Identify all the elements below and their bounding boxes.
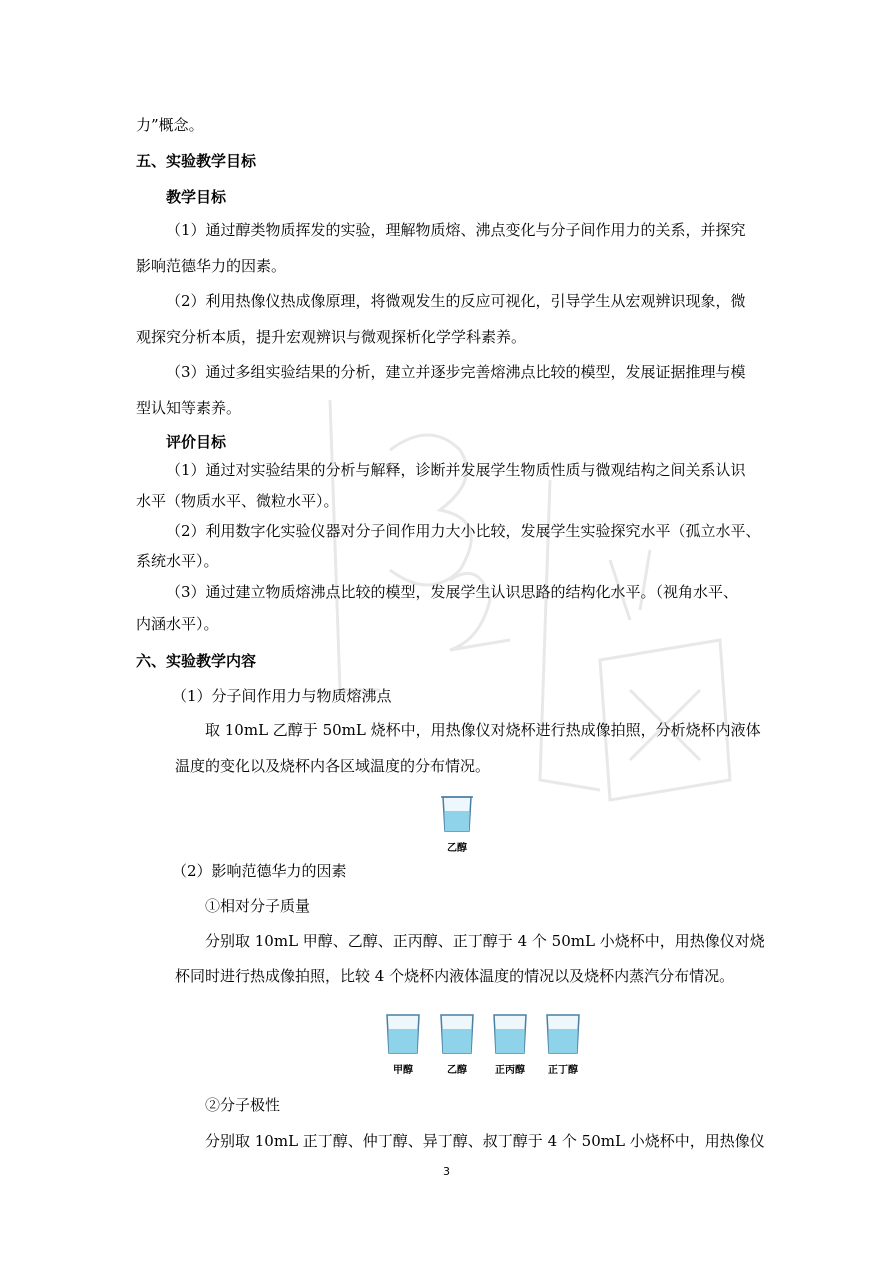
- text-line: ①相对分子质量: [205, 897, 311, 915]
- beaker-figure: [437, 793, 477, 854]
- beaker-label: 乙醇: [447, 843, 467, 854]
- beaker-icon: [437, 793, 477, 833]
- text-line: 温度的变化以及烧杯内各区域温度的分布情况。: [175, 757, 491, 775]
- text-line: 分别取 10mL 甲醇、乙醇、正丙醇、正丁醇于 4 个 50mL 小烧杯中，用热像仪对烧: [205, 932, 765, 950]
- section-heading: 六、实验教学内容: [136, 652, 257, 670]
- watermark: [300, 360, 770, 880]
- subheading: 教学目标: [166, 188, 227, 206]
- text-line: 影响范德华力的因素。: [136, 257, 287, 275]
- text-line: （2）利用热像仪热成像原理，将微观发生的反应可视化，引导学生从宏观辨识现象，微: [166, 292, 746, 310]
- text-line: （3）通过建立物质熔沸点比较的模型，发展学生认识思路的结构化水平。（视角水平、: [166, 583, 739, 601]
- beaker-icon: [436, 1011, 478, 1055]
- beaker-figure: [542, 1011, 584, 1076]
- text-line: 观探究分析本质，提升宏观辨识与微观探析化学学科素养。: [136, 328, 527, 346]
- text-line: （1）分子间作用力与物质熔沸点: [172, 687, 392, 705]
- text-line: 水平（物质水平、微粒水平）。: [136, 492, 339, 510]
- text-line: 分别取 10mL 正丁醇、仲丁醇、异丁醇、叔丁醇于 4 个 50mL 小烧杯中，用热像仪: [205, 1132, 765, 1150]
- text-line: （2）利用数字化实验仪器对分子间作用力大小比较，发展学生实验探究水平（孤立水平、: [166, 522, 761, 540]
- text-line: 型认知等素养。: [136, 399, 242, 417]
- text-line: 系统水平）。: [136, 552, 219, 570]
- beaker-label: 甲醇: [393, 1065, 413, 1076]
- text-line: 杯同时进行热成像拍照，比较 4 个烧杯内液体温度的情况以及烧杯内蒸汽分布情况。: [175, 967, 735, 985]
- page-number: 3: [443, 1165, 450, 1178]
- beaker-icon: [489, 1011, 531, 1055]
- beaker-figure: [382, 1011, 424, 1076]
- beaker-figure: [436, 1011, 478, 1076]
- text-line: （2）影响范德华力的因素: [172, 862, 347, 880]
- beaker-icon: [542, 1011, 584, 1055]
- beaker-label: 乙醇: [447, 1065, 467, 1076]
- text-line: 力”概念。: [136, 116, 204, 134]
- text-line: 内涵水平）。: [136, 615, 219, 633]
- beaker-label: 正丙醇: [495, 1065, 525, 1076]
- text-line: （3）通过多组实验结果的分析，建立并逐步完善熔沸点比较的模型，发展证据推理与模: [166, 363, 746, 381]
- section-heading: 五、实验教学目标: [136, 152, 257, 170]
- subheading: 评价目标: [166, 433, 227, 451]
- beaker-figure: [489, 1011, 531, 1076]
- text-line: 取 10mL 乙醇于 50mL 烧杯中，用热像仪对烧杯进行热成像拍照，分析烧杯内液体: [205, 721, 761, 739]
- beaker-label: 正丁醇: [548, 1065, 578, 1076]
- beaker-icon: [382, 1011, 424, 1055]
- text-line: ②分子极性: [205, 1096, 281, 1114]
- text-line: （1）通过对实验结果的分析与解释，诊断并发展学生物质性质与微观结构之间关系认识: [166, 461, 746, 479]
- text-line: （1）通过醇类物质挥发的实验，理解物质熔、沸点变化与分子间作用力的关系，并探究: [166, 221, 746, 239]
